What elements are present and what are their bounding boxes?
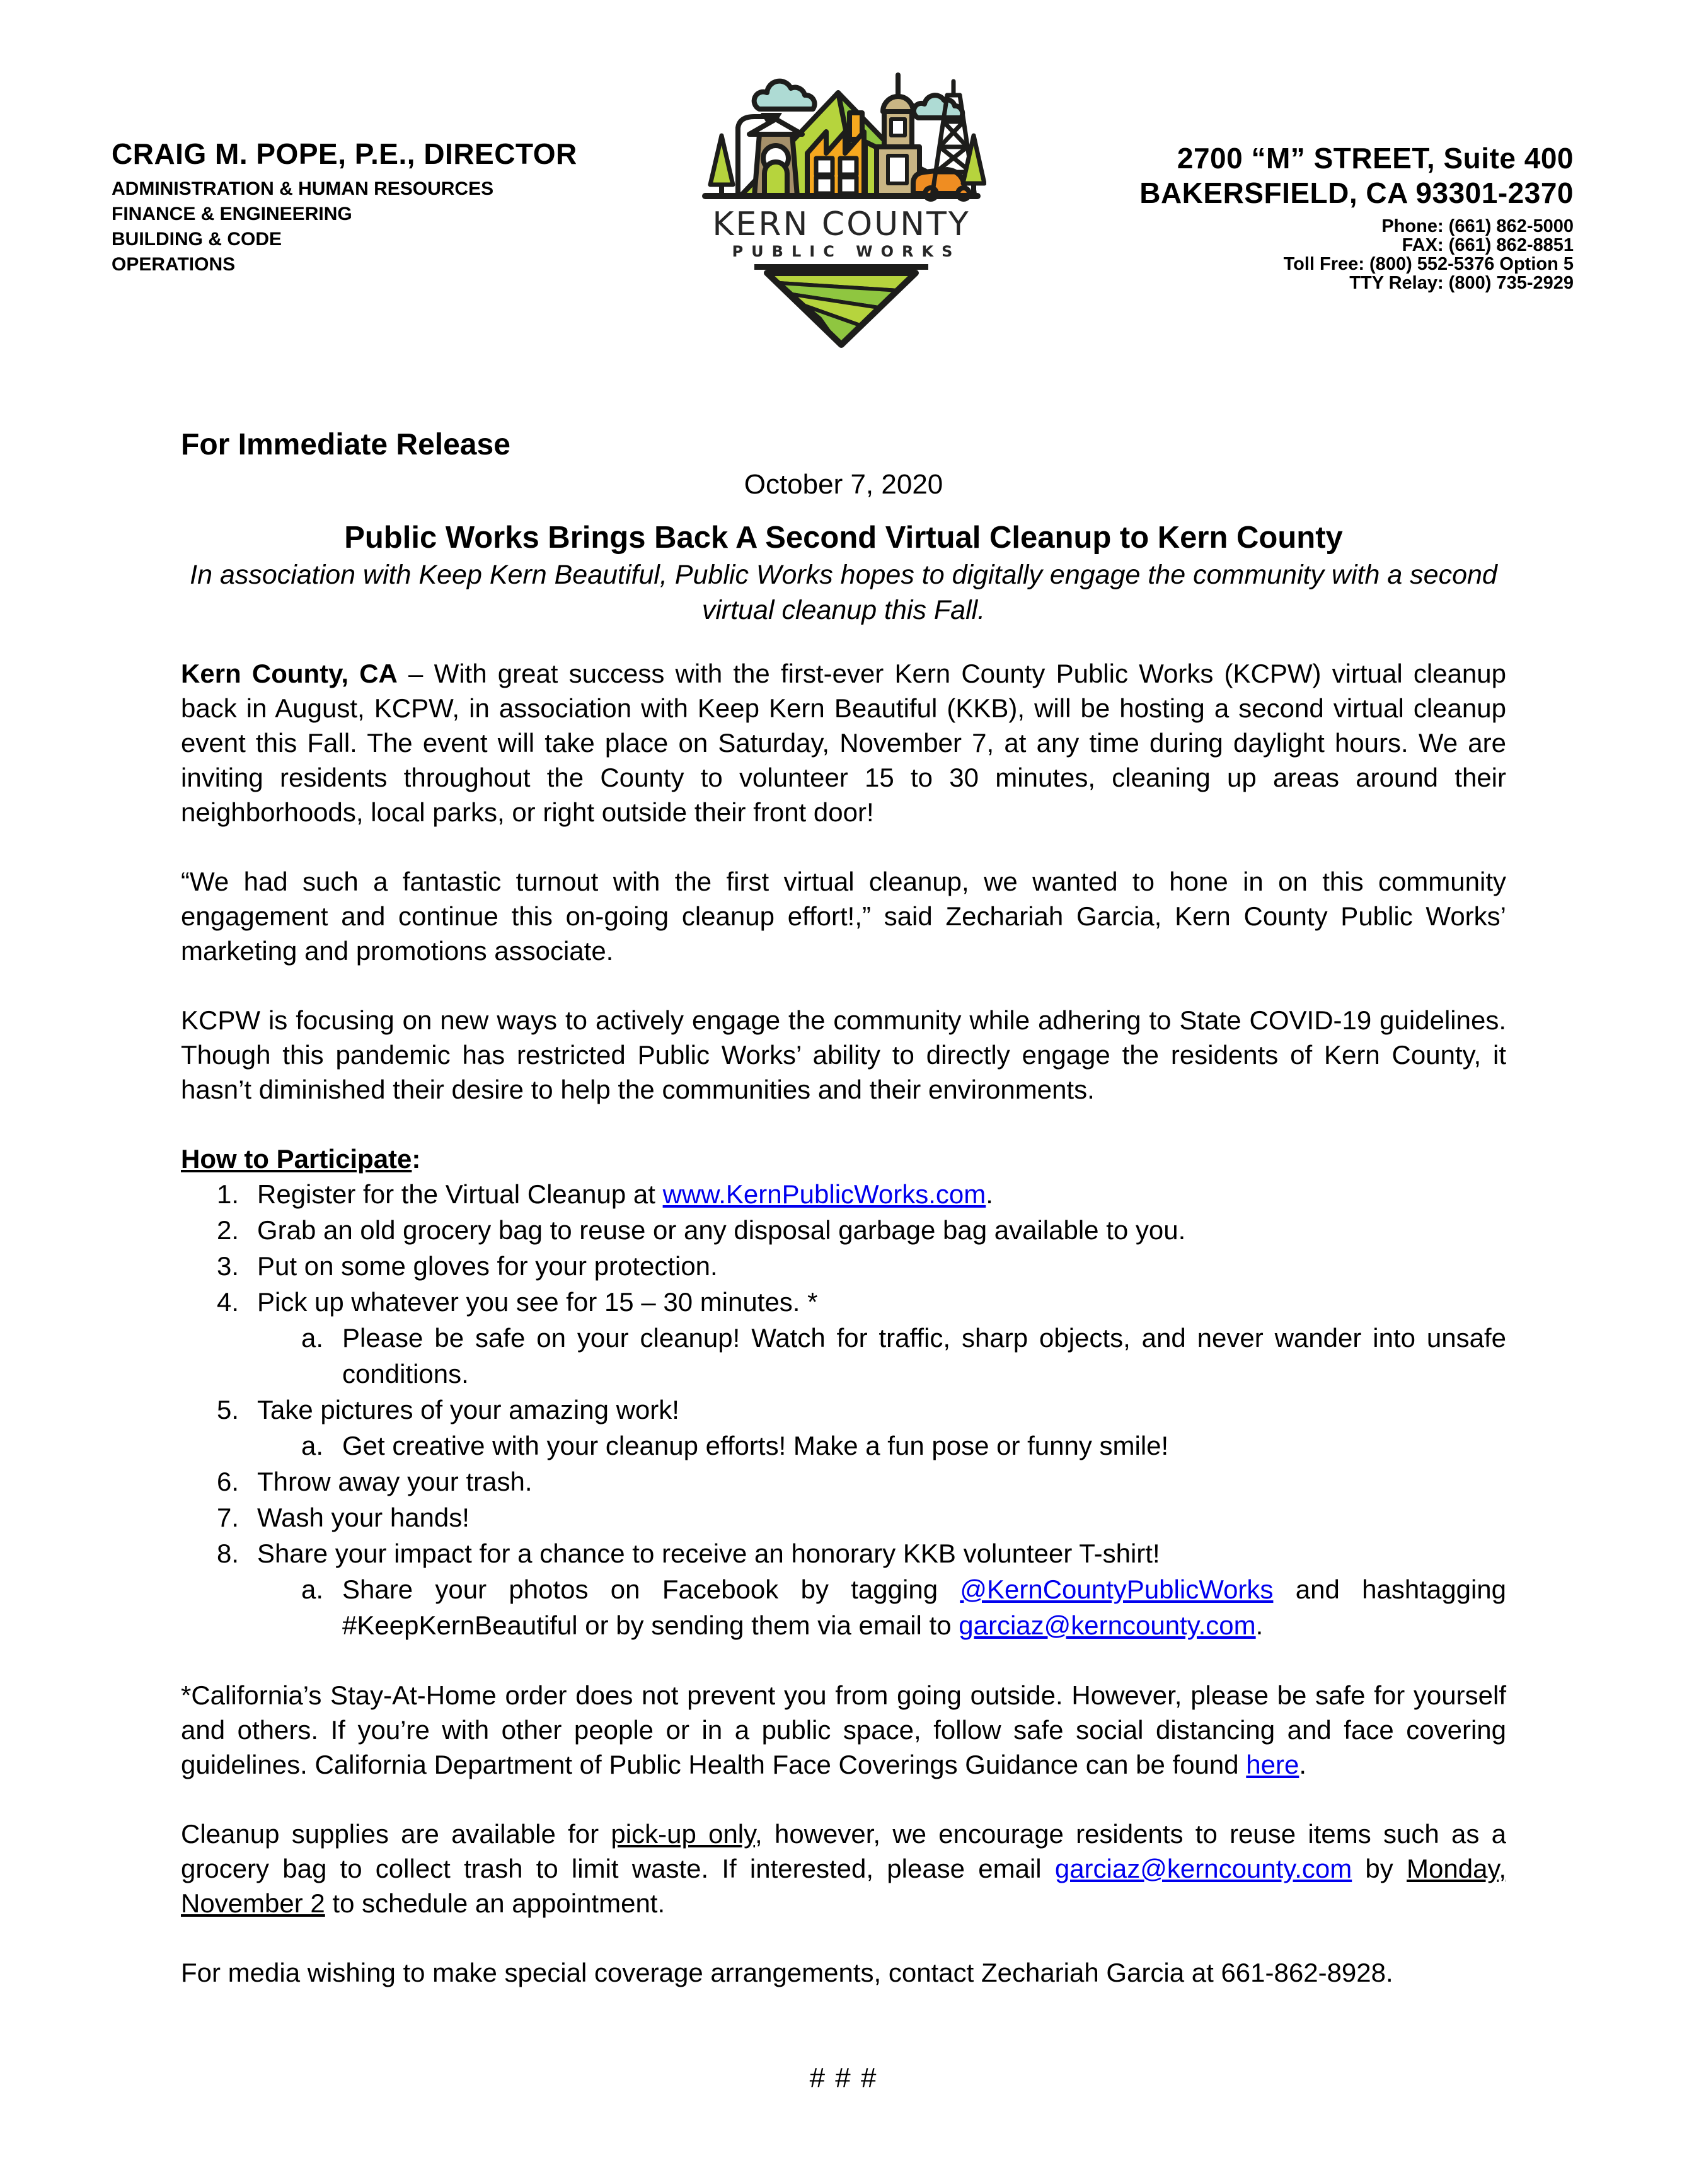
dept-line-operations: OPERATIONS xyxy=(112,254,236,275)
paragraph-intro-text: – With great success with the first-ever Kern County Public Works (KCPW) virtual cleanup back in August, KCPW, in association with Keep Kern Beautiful (KKB), will be hosting a second virtual cleanup event this Fall. The event will take place on Saturday, November 7, at any time during daylight hours. We are inviting residents throughout the County to volunteer 15 to 30 minutes, cleaning up areas around their neighborhoods, local parks, or right outside their front door! xyxy=(181,659,1506,827)
pickup-only-emphasis: pick-up only xyxy=(611,1819,756,1849)
list-number: 5. xyxy=(217,1395,239,1424)
sub-list-item xyxy=(257,1428,1506,1464)
page-subtitle: In association with Keep Kern Beautiful, Public Works hopes to digitally engage the community with a second virtual cleanup this Fall. xyxy=(190,560,1497,625)
director-name: CRAIG M. POPE, P.E., DIRECTOR xyxy=(112,137,577,170)
paragraph-quote: “We had such a fantastic turnout with the first virtual cleanup, we wanted to hone in on this community engagement and continue this on-going cleanup effort!,” said Zechariah Garcia, Kern County Public Works’ marketing and promotions associate. xyxy=(181,867,1506,966)
list-item xyxy=(181,1499,1506,1535)
list-letter: a. xyxy=(301,1323,324,1353)
dept-line-admin: ADMINISTRATION & HUMAN RESOURCES xyxy=(112,178,494,199)
garcia-email-link[interactable]: garciaz@kerncounty.com xyxy=(959,1610,1256,1640)
step-text: . xyxy=(986,1179,993,1209)
paragraph-media-contact: For media wishing to make special coverage arrangements, contact Zechariah Garcia at 661-862-8928. xyxy=(181,1958,1393,1987)
logo-dept-name: PUBLIC WORKS xyxy=(732,243,960,260)
supplies-text: to schedule an appointment. xyxy=(325,1888,665,1918)
phone-line: Phone: (661) 862-5000 xyxy=(1381,216,1574,236)
paragraph-intro xyxy=(181,656,1506,829)
sub-list-item xyxy=(257,1320,1506,1392)
list-item xyxy=(181,1284,1506,1392)
substep-text: Get creative with your cleanup efforts! Make a fun pose or funny smile! xyxy=(342,1431,1169,1460)
press-release-body xyxy=(181,0,1506,2095)
list-letter: a. xyxy=(301,1574,324,1604)
end-mark: # # # xyxy=(809,2062,878,2093)
list-item xyxy=(181,1535,1506,1643)
supplies-text: Cleanup supplies are available for xyxy=(181,1819,611,1849)
stay-home-text: *California’s Stay-At-Home order does not prevent you from going outside. However, please be safe for yourself and others. If you’re with other people or in a public space, follow safe social distancing and face covering guidelines. California Department of Public Health Face Coverings Guidance can be found xyxy=(181,1680,1506,1779)
list-number: 3. xyxy=(217,1251,239,1281)
list-number: 4. xyxy=(217,1287,239,1317)
list-item xyxy=(181,1212,1506,1248)
kernpublicworks-link[interactable]: www.KernPublicWorks.com xyxy=(662,1179,986,1209)
tollfree-line: Toll Free: (800) 552-5376 Option 5 xyxy=(1283,254,1574,274)
how-to-participate-label: How to Participate xyxy=(181,1144,412,1174)
page-title: Public Works Brings Back A Second Virtual Cleanup to Kern County xyxy=(344,521,1343,555)
sub-list-item xyxy=(257,1571,1506,1643)
dept-line-finance: FINANCE & ENGINEERING xyxy=(112,204,352,224)
step-text: Share your impact for a chance to receive an honorary KKB volunteer T-shirt! xyxy=(257,1539,1160,1568)
street-address: 2700 “M” STREET, Suite 400 xyxy=(1177,142,1574,175)
heading-colon: : xyxy=(412,1144,421,1174)
supplies-text: , however, we encourage residents to reuse items such as a grocery bag to collect trash to limit waste. If interested, please email xyxy=(181,1819,1506,1883)
paragraph-supplies xyxy=(181,1817,1506,1921)
list-letter: a. xyxy=(301,1431,324,1460)
list-item xyxy=(181,1392,1506,1464)
release-date: October 7, 2020 xyxy=(744,469,943,500)
release-label: For Immediate Release xyxy=(181,428,510,461)
list-number: 1. xyxy=(217,1179,239,1209)
substep-text: Share your photos on Facebook by tagging xyxy=(342,1574,960,1604)
fax-line: FAX: (661) 862-8851 xyxy=(1402,235,1574,255)
step-text: Grab an old grocery bag to reuse or any disposal garbage bag available to you. xyxy=(257,1215,1186,1245)
step-text: Throw away your trash. xyxy=(257,1467,533,1496)
step-text: Register for the Virtual Cleanup at xyxy=(257,1179,663,1209)
face-coverings-guidance-link[interactable]: here xyxy=(1246,1750,1299,1779)
substep-text: and hashtagging #KeepKernBeautiful or by sending them via email to xyxy=(342,1574,1506,1640)
paragraph-covid: KCPW is focusing on new ways to actively engage the community while adhering to State COVID-19 guidelines. Though this pandemic has restricted Public Works’ ability to directly engage the residents of Kern County, it hasn’t diminished their desire to help the communities and their environments. xyxy=(181,1005,1506,1104)
step-text: Take pictures of your amazing work! xyxy=(257,1395,679,1424)
substep-text: Please be safe on your cleanup! Watch for traffic, sharp objects, and never wander into unsafe conditions. xyxy=(342,1323,1506,1389)
list-item xyxy=(181,1176,1506,1212)
list-item xyxy=(181,1464,1506,1499)
list-number: 8. xyxy=(217,1539,239,1568)
logo-org-name: KERN COUNTY xyxy=(711,205,971,243)
tty-line: TTY Relay: (800) 735-2929 xyxy=(1349,273,1574,293)
step-text: Wash your hands! xyxy=(257,1503,469,1532)
list-item xyxy=(181,1248,1506,1284)
facebook-tag-link[interactable]: @KernCountyPublicWorks xyxy=(960,1574,1274,1604)
substep-text: . xyxy=(1255,1610,1264,1640)
step-text: Put on some gloves for your protection. xyxy=(257,1251,718,1281)
how-to-participate-heading xyxy=(181,1141,1506,1176)
list-number: 2. xyxy=(217,1215,239,1245)
dateline: Kern County, CA xyxy=(181,659,398,688)
step-text: Pick up whatever you see for 15 – 30 minutes. * xyxy=(257,1287,818,1317)
list-number: 6. xyxy=(217,1467,239,1496)
stay-home-text: . xyxy=(1299,1750,1307,1779)
paragraph-stay-at-home xyxy=(181,1678,1506,1782)
garcia-email-link[interactable]: garciaz@kerncounty.com xyxy=(1054,1854,1352,1883)
supplies-text: by xyxy=(1352,1854,1407,1883)
dept-line-building: BUILDING & CODE xyxy=(112,229,282,250)
list-number: 7. xyxy=(217,1503,239,1532)
deadline-emphasis: Monday, November 2 xyxy=(181,1854,1506,1918)
participation-steps-list xyxy=(181,1176,1506,1643)
city-address: BAKERSFIELD, CA 93301-2370 xyxy=(1139,176,1574,209)
